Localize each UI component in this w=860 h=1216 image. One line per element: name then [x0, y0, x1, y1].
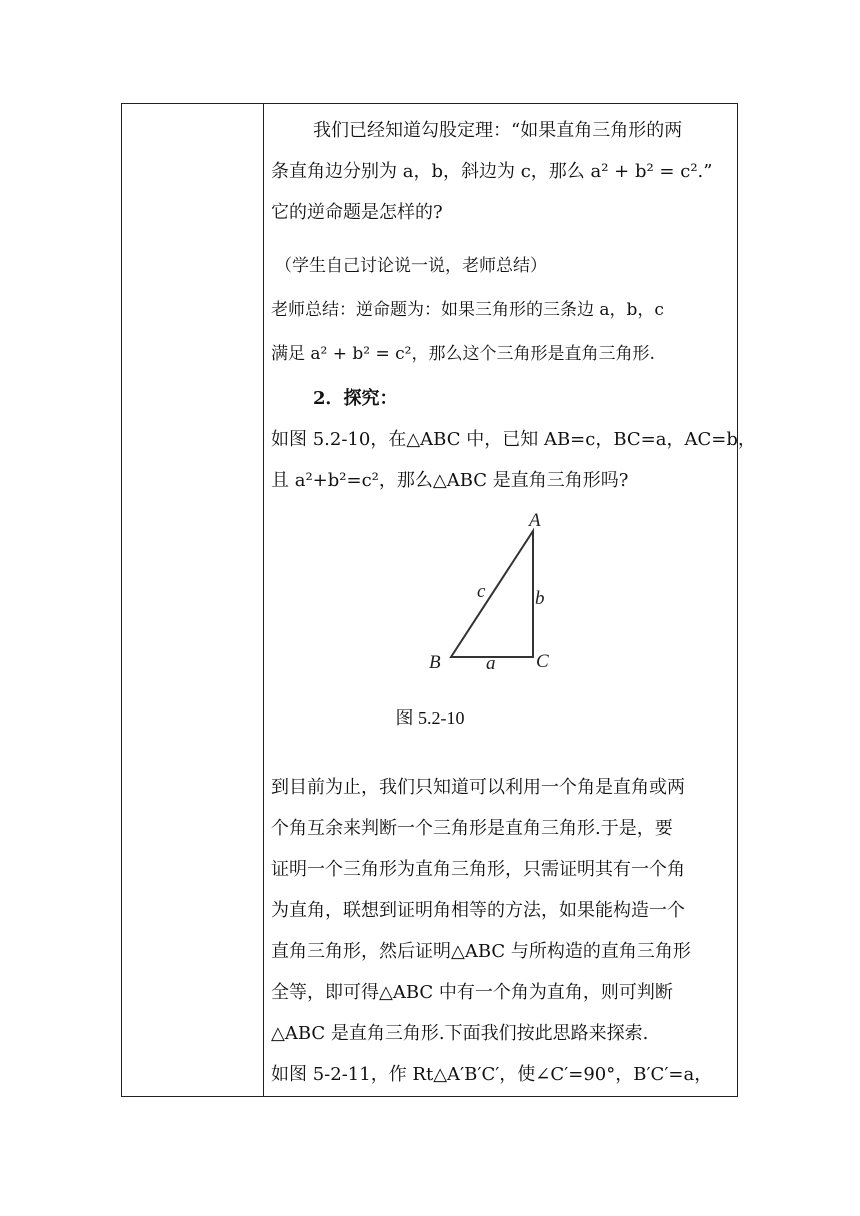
- text-line-3: 它的逆命题是怎样的?: [271, 202, 443, 223]
- text-line-5: 老师总结：逆命题为：如果三角形的三条边 a，b，c: [271, 300, 664, 320]
- text-line-10: 到目前为止，我们只知道可以利用一个角是直角或两: [271, 777, 685, 798]
- text-line-12: 证明一个三角形为直角三角形，只需证明其有一个角: [271, 859, 685, 880]
- text-line-15: 全等，即可得△ABC 中有一个角为直角，则可判断: [271, 982, 673, 1003]
- text-line-11: 个角互余来判断一个三角形是直角三角形.于是，要: [271, 818, 673, 839]
- text-line-8: 如图 5.2-10，在△ABC 中，已知 AB=c，BC=a，AC=b，: [271, 429, 756, 450]
- section-heading: 2．探究：: [313, 388, 398, 409]
- text-line-1: 我们已经知道勾股定理：“如果直角三角形的两: [313, 120, 683, 141]
- text-line-14: 直角三角形，然后证明△ABC 与所构造的直角三角形: [271, 941, 691, 962]
- triangle-figure: [415, 508, 575, 678]
- figure-caption: 图 5.2-10: [395, 708, 465, 728]
- text-line-4: （学生自己讨论说一说，老师总结）: [275, 256, 547, 276]
- side-label-b: b: [535, 588, 545, 609]
- text-line-6: 满足 a² + b² = c²，那么这个三角形是直角三角形.: [271, 344, 655, 364]
- side-label-a: a: [486, 653, 496, 674]
- vertex-label-b: B: [429, 652, 441, 673]
- vertex-label-c: C: [536, 651, 549, 672]
- text-line-9: 且 a²+b²=c²，那么△ABC 是直角三角形吗?: [271, 470, 629, 491]
- side-label-c: c: [477, 581, 486, 602]
- text-line-2: 条直角边分别为 a，b，斜边为 c，那么 a² + b² = c².”: [271, 161, 713, 182]
- text-line-16: △ABC 是直角三角形.下面我们按此思路来探索.: [271, 1023, 649, 1044]
- column-divider: [263, 103, 264, 1097]
- vertex-label-a: A: [529, 510, 541, 531]
- text-line-17: 如图 5-2-11，作 Rt△A′B′C′，使∠C′=90°，B′C′=a，: [271, 1064, 713, 1085]
- triangle-shape: [451, 531, 533, 657]
- text-line-13: 为直角，联想到证明角相等的方法，如果能构造一个: [271, 900, 685, 921]
